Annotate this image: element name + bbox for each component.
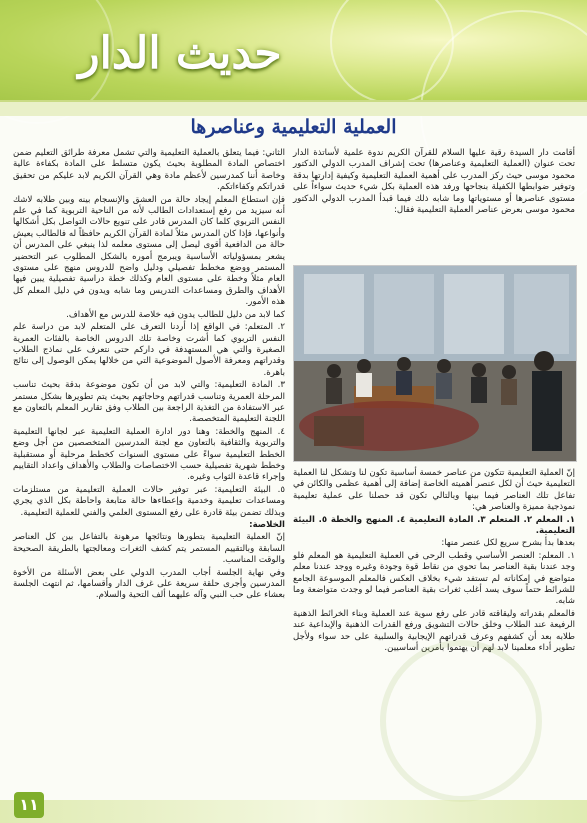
- body-paragraph: إنّ العملية التعليمية تتكون من عناصر خمسة أساسية تكون لنا وتشكل لنا العملية التعليمية حيث أن لكل عنصر أهميته الخاصة إضافة إلى أهمية عظمى والكائن في تفاعل تلك العناصر فيما بينها وبالتالي تكون قد حصلنا على عملية تعليمية نموذجية مميزة والعناصر هي:: [293, 468, 575, 513]
- elements-list: ١. المعلم ٢. المتعلم ٣. المادة التعليمية ٤. المنهج والخطة ٥. البيئة التعليمية.: [293, 514, 575, 537]
- header-divider: [0, 100, 587, 116]
- seminar-photo: [293, 265, 577, 462]
- watermark-logo: [380, 640, 542, 802]
- body-paragraph: ١. المعلم: العنصر الأساسي وقطب الرحى في العملية التعليمية هو المعلم فلو وجد عندنا بقية العناصر بما تحوي من نقاط قوة وجودة وغيره ووجد عندنا معلم متواضع في إمكاناته لم تستفد شيء بخلاف العكس فالمعلم الموسوعة الجامع للشرائط حتماً سوف يسد أغلب ثغرات بقية العناصر فيما لو وجدت متواضعة وما شابه.: [293, 550, 575, 607]
- body-paragraph: بعدها بدأ بشرح سريع لكل عنصر منها:: [441, 538, 575, 549]
- header-banner: [0, 0, 587, 100]
- body-paragraph: فإن استطاع المعلم إيجاد حالة من العشق والإنسجام بينه وبين طلابه لاشك أنه سيزيد من رفع إستعدادات الطالب لأنه من الناحية التربوية كما في علم النفس التربوي كلما كان المدرس قادر على تنويع حالات التواصل بكل أشكالها وأنواعها، فإذا كان المدرس مثلاً لمادة القرآن الكريم حافظاً له فالطالب يعيش حالة من الدافعية أقوى ليصل إلى مستوى معلمه لذا ينبغي على المدرس أن يشعر بمسؤولياته الأساسية ويبرمج أموره بالشكل المطلوب عبر التحضير المستمر ووضع مخطط تفصيلي ودليل واضح للدروس منهج على مستوى العام مثلاً وخطة على مستوى العام وكذلك خطة دراسية تفصيلية يبين فيها الأهداف والطرق ومساعدات التدريس وما شابه ويدون في دليل المعلم كل هذه الأمور.: [13, 194, 285, 308]
- body-paragraph: فالمعلم بقدراته وليقاقته قادر على رفع سوية عند العملية وبناء الخرائط الذهنية الرفيعة عند الطلاب وخلق حالات التشويق ورفع القدرات الذهنية والإبداعية عند طلابه بعد أن كشفهم وعرف قدراتهم الإيجابية والسلبية على حد سواء ولأجل تطوير أداء معلمينا لابد لهم أن يهتموا بأمرين أساسيين.: [293, 608, 575, 654]
- body-paragraph: الثاني: فيما يتعلق بالعملية التعليمية والتي تشمل معرفة طرائق التعليم ضمن اختصاص المادة المطلوبة بحيث يكون متسلط على المادة بكفاءة عالية وخاصة أننا كمدرسين لأعظم مادة وهي القرآن الكريم لابد عليكم من تحقيق قدراتكم وكفاءاتكم.: [13, 148, 285, 193]
- page-number: ١١: [14, 792, 44, 818]
- body-paragraph: ٢. المتعلم: في الواقع إذا أردنا التعرف على المتعلم لابد من دراسة علم النفس التربوي كما أشرت وخاصة تلك الدروس الخاصة بالفئات العمرية الصغيرة والتي هي المستهدفة في داركم حتى نتعرف على نماذج الطلاب وقدراتهم ومعرفة الأصول الموضوعية التي من خلالها يمكن الوصول إلى نتائج باهرة.: [13, 322, 285, 378]
- article-title: العملية التعليمية وعناصرها: [190, 116, 397, 138]
- body-paragraph: ٥. البيئة التعليمية: عبر توفير حالات العملية التعليمية من مستلزمات ومساعدات تعليمية وخدمية وإعطاءها حالة متابعة واحاطة بكل الذي يجري وبذلك تضمن بيئة قادرة على رفع المستوى العلمي والفني للعملية التعليمية.: [13, 484, 285, 518]
- body-paragraph: ٣. المادة التعليمية: والتي لابد من أن تكون موضوعة بدقة بحيث تناسب المرحلة العمرية وتناسب قدراتهم وحاجاتهم بحيث يتم تطويرها بشكل مستمر عبر الاستفادة من التغذية الراجعة بين الطلاب وفق تقارير المعلم بالتعاون مع اللجنة التعليمية المتخصصة.: [13, 380, 285, 425]
- body-paragraph: كما لابد من دليل للطالب يدون فيه خلاصة للدرس مع الأهداف.: [66, 309, 285, 320]
- footer-band: [0, 800, 587, 823]
- body-paragraph: ٤. المنهج والخطة: وهنا دور ادارة العملية التعليمية عبر لجانها التعليمية والتربوية والثقافية بالتعاون مع لجنة المدرسين المتخصصين من أجل وضع الخطط التعليمية سواءً على مستوى السنوات كخطط مرحلية أو مستقبلية وخطط شهرية تفصيلية حسب الاختصاصات والطلاب والأهداف واعداد التقاييم وإجراء قاعدة الثواب وغيره.: [13, 426, 285, 483]
- body-paragraph: إنّ العملية التعليمية بتطورها ونتائجها مرهونة بالتفاعل بين كل العناصر السابقة وبالتقييم المستمر يتم كشف الثغرات ومعالجتها بالطريقة الصحيحة والوقت المناسب.: [13, 532, 285, 566]
- summary-heading: الخلاصة:: [249, 520, 285, 530]
- intro-paragraph: أقامت دار السيدة رقية عليها السلام للقرآن الكريم ندوة علمية لأساتذة الدار تحت عنوان (العملية التعليمية وعناصرها) تحت إشراف المدرب الدولي الدكتور محمود موسى حيث ركز المدرب على أهمية العملية التعليمية وكيفية إدارتها بدقة وتوفير ضوابطها الكفيلة بنجاحها ورفد هذه العملية بكل شيء حديث سواءاً على مستوى عناصرها أو مستوياتها وما شابه ذلك فيما قبدأ المدرب الدولي الدكتور محمود موسى بعرض عناصر العملية التعليمية فقال:: [293, 148, 575, 216]
- masthead-title: حديث الدار: [78, 28, 282, 79]
- article-intro-column: [293, 148, 575, 217]
- article-right-column: [293, 468, 575, 656]
- article-left-column: [13, 148, 285, 603]
- body-paragraph: وفي نهاية الجلسة أجاب المدرب الدولي على بعض الأسئلة من الأخوة المدرسين وأجرى حلقة سريعة على غرف الدار وأقسامها، ثم انتهت الجلسة بعشاء على حب النبي وآله عليهما ألف التحية والسلام.: [13, 567, 285, 601]
